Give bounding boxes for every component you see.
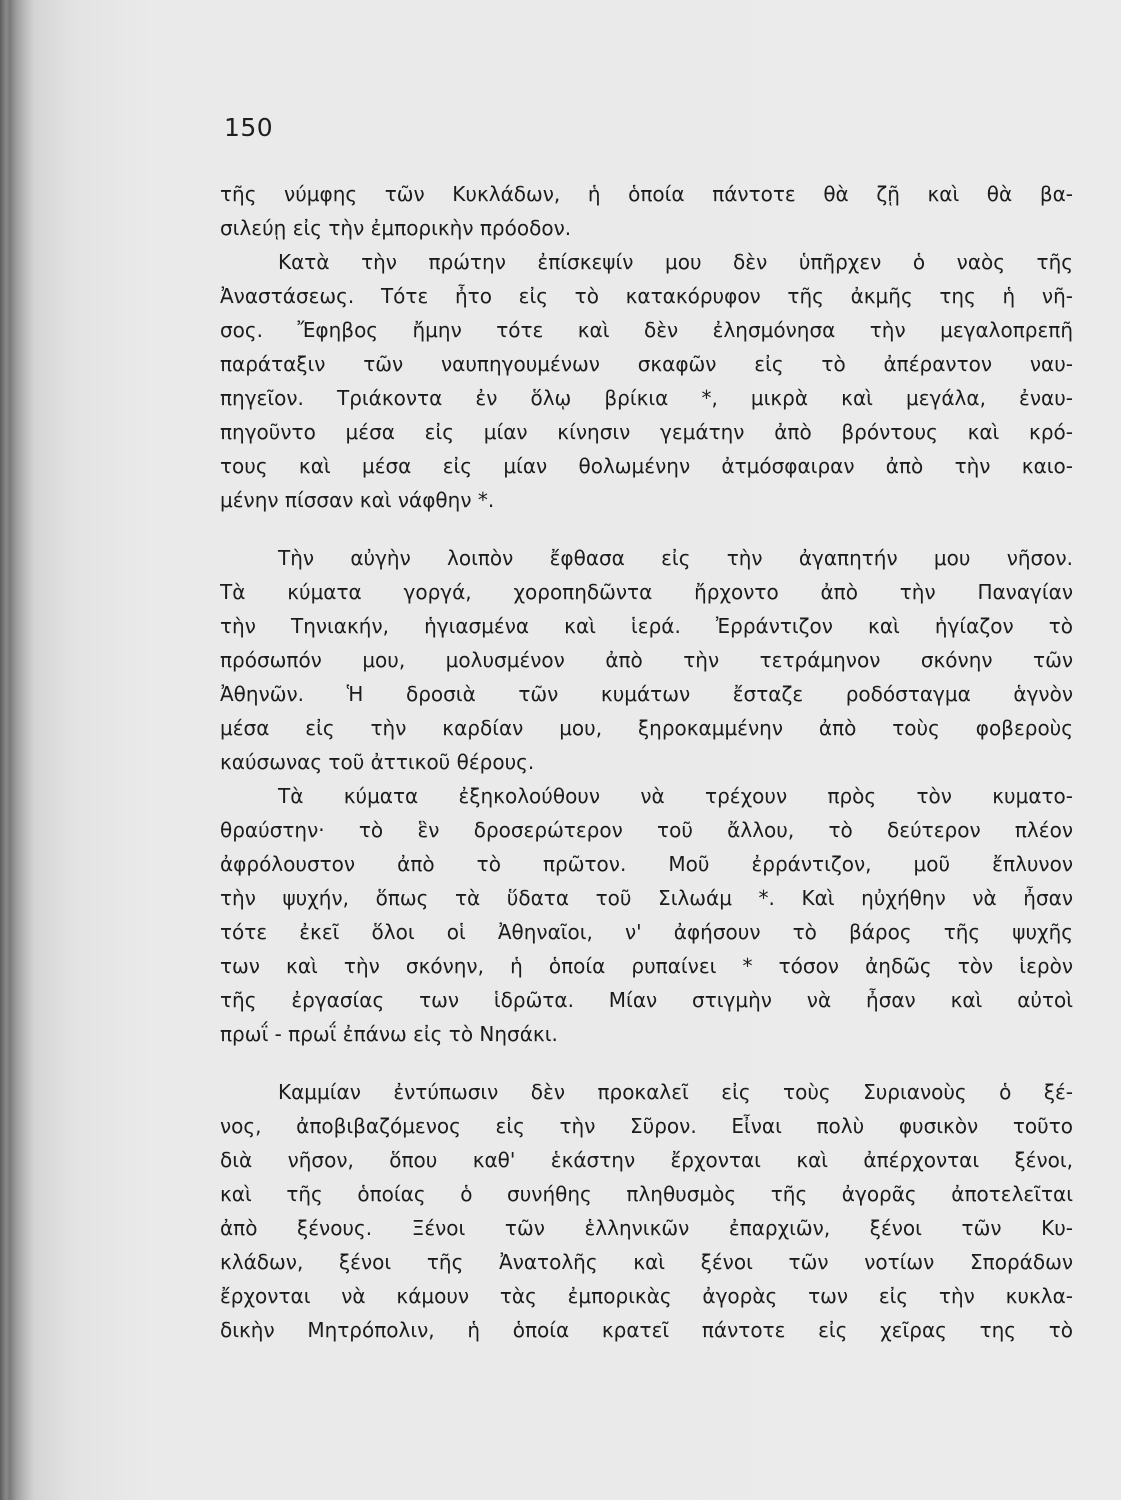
text-line: Τὰ κύματα γοργά, χοροπηδῶντα ἤρχοντο ἀπὸ τὴν Παναγίαν [220,580,1073,604]
text-line: μένην πίσσαν καὶ νάφθην *. [220,488,495,512]
text-line: θραύστην· τὸ ἓν δροσερώτερον τοῦ ἄλλου, τὸ δεύτερον πλέον [220,818,1073,842]
text-line: τῆς ἐργασίας των ἱδρῶτα. Μίαν στιγμὴν νὰ ἦσαν καὶ αὐτοὶ [220,988,1073,1012]
text-line: πηγεῖον. Τριάκοντα ἐν ὅλῳ βρίκια *, μικρὰ καὶ μεγάλα, ἐναυ- [220,386,1073,410]
text-line: τους καὶ μέσα εἰς μίαν θολωμένην ἀτμόσφαιραν ἀπὸ τὴν καιο- [220,454,1073,478]
text-line: Ἀθηνῶν. Ἡ δροσιὰ τῶν κυμάτων ἔσταζε ροδόσταγμα ἁγνὸν [220,682,1073,706]
text-line: πρωΐ - πρωΐ ἐπάνω εἰς τὸ Νησάκι. [220,1022,558,1046]
body-text [220,177,1073,1347]
paragraph [220,177,1073,245]
text-line: πηγοῦντο μέσα εἰς μίαν κίνησιν γεμάτην ἀπὸ βρόντους καὶ κρό- [220,420,1073,444]
text-line: τότε ἐκεῖ ὅλοι οἱ Ἀθηναῖοι, ν' ἀφήσουν τὸ βάρος τῆς ψυχῆς [220,920,1073,944]
text-line: Κατὰ τὴν πρώτην ἐπίσκεψίν μου δὲν ὑπῆρχεν ὁ ναὸς τῆς [278,250,1073,274]
paragraph [220,779,1073,1051]
text-line: σος. Ἔφηβος ἤμην τότε καὶ δὲν ἐλησμόνησα τὴν μεγαλοπρεπῆ [220,318,1073,342]
text-line: τὴν Τηνιακήν, ἡγιασμένα καὶ ἱερά. Ἐρράντιζον καὶ ἡγίαζον τὸ [220,614,1073,638]
paragraph [220,245,1073,517]
text-line: Καμμίαν ἐντύπωσιν δὲν προκαλεῖ εἰς τοὺς Συριανοὺς ὁ ξέ- [278,1080,1073,1104]
text-line: μέσα εἰς τὴν καρδίαν μου, ξηροκαμμένην ἀπὸ τοὺς φοβεροὺς [220,716,1073,740]
text-line: νος, ἀποβιβαζόμενος εἰς τὴν Σῦρον. Εἶναι πολὺ φυσικὸν τοῦτο [220,1114,1073,1138]
section-break [220,1051,1073,1075]
paragraph [220,1075,1073,1347]
text-line: καύσωνας τοῦ ἀττικοῦ θέρους. [220,750,535,774]
text-line: ἀφρόλουστον ἀπὸ τὸ πρῶτον. Μοῦ ἐρράντιζον, μοῦ ἔπλυνον [220,852,1073,876]
text-line: πρόσωπόν μου, μολυσμένον ἀπὸ τὴν τετράμηνον σκόνην τῶν [220,648,1073,672]
text-line: δικὴν Μητρόπολιν, ἡ ὁποία κρατεῖ πάντοτε εἰς χεῖρας της τὸ [220,1318,1073,1342]
text-line: ἔρχονται νὰ κάμουν τὰς ἐμπορικὰς ἀγορὰς των εἰς τὴν κυκλα- [220,1284,1073,1308]
page-number: 150 [224,113,274,142]
paragraph [220,541,1073,779]
text-line: Τὴν αὐγὴν λοιπὸν ἔφθασα εἰς τὴν ἀγαπητήν μου νῆσον. [278,546,1073,570]
text-line: των καὶ τὴν σκόνην, ἡ ὁποία ρυπαίνει * τόσον ἀηδῶς τὸν ἱερὸν [220,954,1073,978]
text-line: κλάδων, ξένοι τῆς Ἀνατολῆς καὶ ξένοι τῶν νοτίων Σποράδων [220,1250,1073,1274]
text-line: Τὰ κύματα ἐξηκολούθουν νὰ τρέχουν πρὸς τὸν κυματο- [278,784,1073,808]
text-line: Ἀναστάσεως. Τότε ἦτο εἰς τὸ κατακόρυφον τῆς ἀκμῆς της ἡ νῆ- [220,284,1073,308]
text-line: καὶ τῆς ὁποίας ὁ συνήθης πληθυσμὸς τῆς ἀγορᾶς ἀποτελεῖται [220,1182,1073,1206]
text-line: ἀπὸ ξένους. Ξένοι τῶν ἑλληνικῶν ἐπαρχιῶν, ξένοι τῶν Κυ- [220,1216,1073,1240]
text-line: σιλεύῃ εἰς τὴν ἐμπορικὴν πρόοδον. [220,216,572,240]
book-spine-edge [0,0,34,1500]
text-line: διὰ νῆσον, ὅπου καθ' ἑκάστην ἔρχονται καὶ ἀπέρχονται ξένοι, [220,1148,1073,1172]
text-line: τῆς νύμφης τῶν Κυκλάδων, ἡ ὁποία πάντοτε θὰ ζῇ καὶ θὰ βα- [220,182,1073,206]
text-line: παράταξιν τῶν ναυπηγουμένων σκαφῶν εἰς τὸ ἀπέραντον ναυ- [220,352,1073,376]
section-break [220,517,1073,541]
text-line: τὴν ψυχήν, ὅπως τὰ ὕδατα τοῦ Σιλωάμ *. Καὶ ηὐχήθην νὰ ἦσαν [220,886,1073,910]
